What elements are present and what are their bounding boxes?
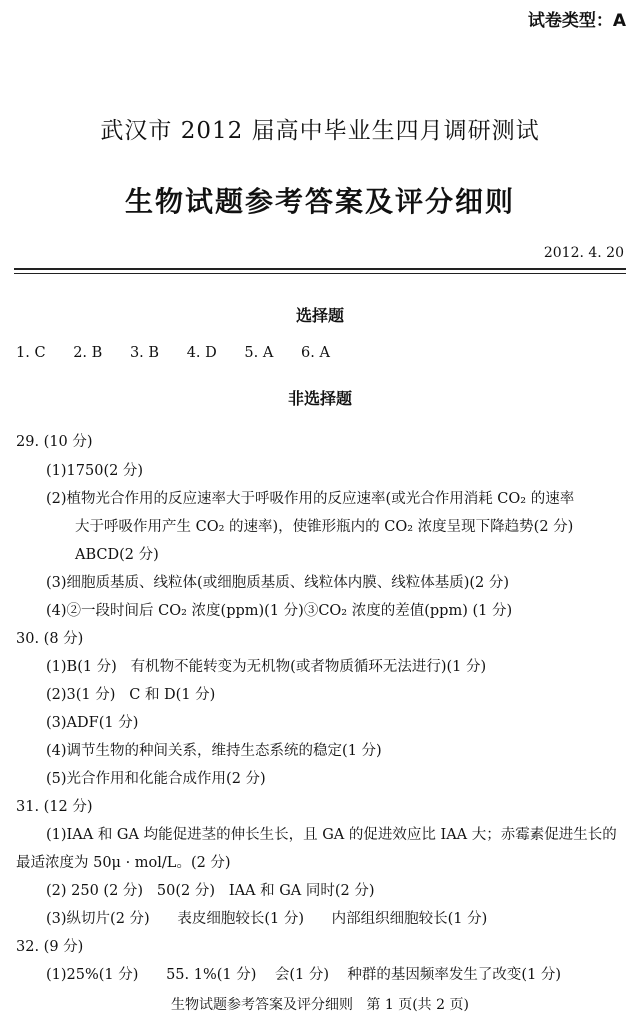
q31-answer-2: (2) 250 (2 分) 50(2 分) IAA 和 GA 同时(2 分) <box>46 883 375 899</box>
q29-answer-2-abcd: ABCD(2 分) <box>75 547 159 563</box>
document-title: 生物试题参考答案及评分细则 <box>124 185 515 218</box>
q30-answer-2: (2)3(1 分) C 和 D(1 分) <box>46 687 216 703</box>
q30-answer-5: (5)光合作用和化能合成作用(2 分) <box>46 771 266 787</box>
question-31-heading: 31. (12 分) <box>16 799 93 815</box>
q29-answer-4: (4)②一段时间后 CO₂ 浓度(ppm)(1 分)③CO₂ 浓度的差值(ppm) (1 分) <box>46 603 513 619</box>
document-date: 2012. 4. 20 <box>543 245 624 261</box>
question-32-heading: 32. (9 分) <box>16 939 84 955</box>
choice-answers: 1. C 2. B 3. B 4. D 5. A 6. A <box>16 345 330 361</box>
question-29-heading: 29. (10 分) <box>16 434 93 450</box>
nonchoice-section-heading: 非选择题 <box>287 389 352 408</box>
header-divider-thin <box>14 273 626 274</box>
q29-answer-2-cont: 大于呼吸作用产生 CO₂ 的速率)，使锥形瓶内的 CO₂ 浓度呈现下降趋势(2 分) <box>75 519 574 535</box>
q30-answer-4: (4)调节生物的种间关系，维持生态系统的稳定(1 分) <box>46 743 382 759</box>
paper-type-label: 试卷类型：A <box>527 11 626 31</box>
q31-answer-1: (1)IAA 和 GA 均能促进茎的伸长生长，且 GA 的促进效应比 IAA 大；赤霉素促进生长的 <box>46 827 617 843</box>
q31-answer-3: (3)纵切片(2 分) 表皮细胞较长(1 分) 内部组织细胞较长(1 分) <box>46 911 488 927</box>
q29-answer-2: (2)植物光合作用的反应速率大于呼吸作用的反应速率(或光合作用消耗 CO₂ 的速率 <box>46 491 575 507</box>
question-30-heading: 30. (8 分) <box>16 631 84 647</box>
exam-title: 武汉市 2012 届高中毕业生四月调研测试 <box>100 118 540 144</box>
q29-answer-3: (3)细胞质基质、线粒体(或细胞质基质、线粒体内膜、线粒体基质)(2 分) <box>46 575 509 591</box>
header-divider-thick <box>14 268 626 270</box>
q30-answer-1: (1)B(1 分) 有机物不能转变为无机物(或者物质循环无法进行)(1 分) <box>46 659 487 675</box>
q31-answer-1-cont: 最适浓度为 50μ · mol/L。(2 分) <box>16 855 231 871</box>
q29-answer-1: (1)1750(2 分) <box>46 463 144 479</box>
q30-answer-3: (3)ADF(1 分) <box>46 715 139 731</box>
q32-answer-1: (1)25%(1 分) 55. 1%(1 分) 会(1 分) 种群的基因频率发生了改变(1 分) <box>46 967 562 983</box>
page-footer: 生物试题参考答案及评分细则 第 1 页(共 2 页) <box>171 997 469 1013</box>
choice-section-heading: 选择题 <box>295 306 344 325</box>
